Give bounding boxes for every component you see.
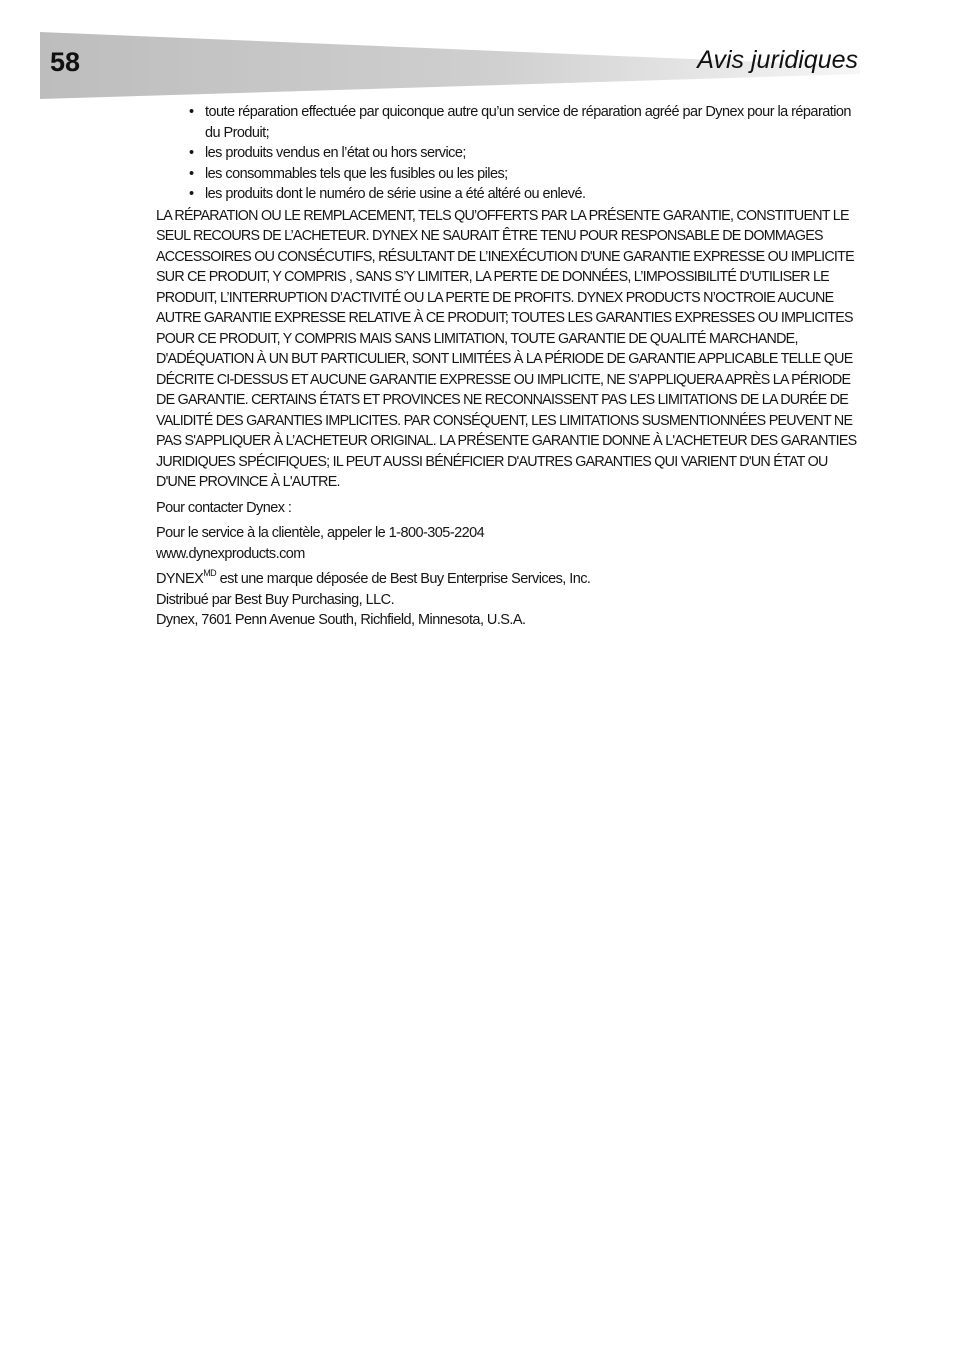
page-header — [0, 0, 954, 110]
list-item — [156, 143, 860, 164]
list-item — [156, 164, 860, 185]
list-item-text: les produits vendus en l’état ou hors service; — [205, 145, 466, 161]
list-item — [156, 184, 860, 205]
address-line: Dynex, 7601 Penn Avenue South, Richfield, Minnesota, U.S.A. — [156, 612, 526, 628]
trademark-block — [156, 569, 860, 631]
page-content — [156, 102, 860, 631]
bullet-glyph: • — [189, 145, 194, 161]
trademark-line — [156, 569, 860, 590]
trademark-text: est une marque déposée de Best Buy Enterprise Services, Inc. — [216, 571, 591, 587]
trademark-superscript: MD — [203, 568, 217, 578]
customer-service-line: Pour le service à la clientèle, appeler le 1-800-305-2204 — [156, 525, 485, 541]
brand-name: DYNEX — [156, 571, 204, 587]
distributor-line: Distribué par Best Buy Purchasing, LLC. — [156, 591, 395, 608]
contact-heading: Pour contacter Dynex : — [156, 499, 292, 516]
bullet-glyph: • — [189, 165, 194, 182]
website-link[interactable]: www.dynexproducts.com — [156, 545, 305, 562]
list-item-text: toute réparation effectuée par quiconque autre qu’un service de réparation agréé par Dynex pour la réparation du Produit; — [205, 104, 851, 141]
list-item-text: les produits dont le numéro de série usine a été altéré ou enlevé. — [205, 186, 586, 202]
section-title: Avis juridiques — [697, 46, 858, 74]
bullet-glyph: • — [189, 186, 194, 202]
list-item-text: les consommables tels que les fusibles ou les piles; — [205, 165, 508, 182]
page-number: 58 — [50, 47, 81, 77]
exclusions-list — [156, 102, 860, 205]
contact-block — [156, 523, 860, 564]
warranty-disclaimer-paragraph: LA RÉPARATION OU LE REMPLACEMENT, TELS QU’OFFERTS PAR LA PRÉSENTE GARANTIE, CONSTITUENT LE SEUL RECOURS DE L’ACHETEUR. DYNEX NE SAURAIT ÊTRE TENU POUR RESPONSABLE DE DOMMAGES ACCESSOIRES OU CONSÉCUTIFS, RÉSULTANT DE L’INEXÉCUTION D'UNE GARANTIE EXPRESSE OU IMPLICITE SUR CE PRODUIT, Y COMPRIS , SANS S’Y LIMITER, LA PERTE DE DONNÉES, L’IMPOSSIBILITÉ D’UTILISER LE PRODUIT, L’INTERRUPTION D’ACTIVITÉ OU LA PERTE DE PROFITS. DYNEX PRODUCTS N’OCTROIE AUCUNE AUTRE GARANTIE EXPRESSE RELATIVE À CE PRODUIT; TOUTES LES GARANTIES EXPRESSES OU IMPLICITES POUR CE PRODUIT, Y COMPRIS MAIS SANS LIMITATION, TOUTE GARANTIE DE QUALITÉ MARCHANDE, D'ADÉQUATION À UN BUT PARTICULIER, SONT LIMITÉES À LA PÉRIODE DE GARANTIE APPLICABLE TELLE QUE DÉCRITE CI-DESSUS ET AUCUNE GARANTIE EXPRESSE OU IMPLICITE, NE S’APPLIQUERA APRÈS LA PÉRIODE DE GARANTIE. CERTAINS ÉTATS ET PROVINCES NE RECONNAISSENT PAS LES LIMITATIONS DE LA DURÉE DE VALIDITÉ DES GARANTIES IMPLICITES. PAR CONSÉQUENT, LES LIMITATIONS SUSMENTIONNÉES PEUVENT NE PAS S'APPLIQUER À L’ACHETEUR ORIGINAL. LA PRÉSENTE GARANTIE DONNE À L'ACHETEUR DES GARANTIES JURIDIQUES SPÉCIFIQUES; IL PEUT AUSSI BÉNÉFICIER D'AUTRES GARANTIES QUI VARIENT D'UN ÉTAT OU D'UNE PROVINCE À L'AUTRE. — [156, 207, 857, 490]
bullet-glyph: • — [189, 104, 194, 120]
list-item — [156, 102, 860, 143]
